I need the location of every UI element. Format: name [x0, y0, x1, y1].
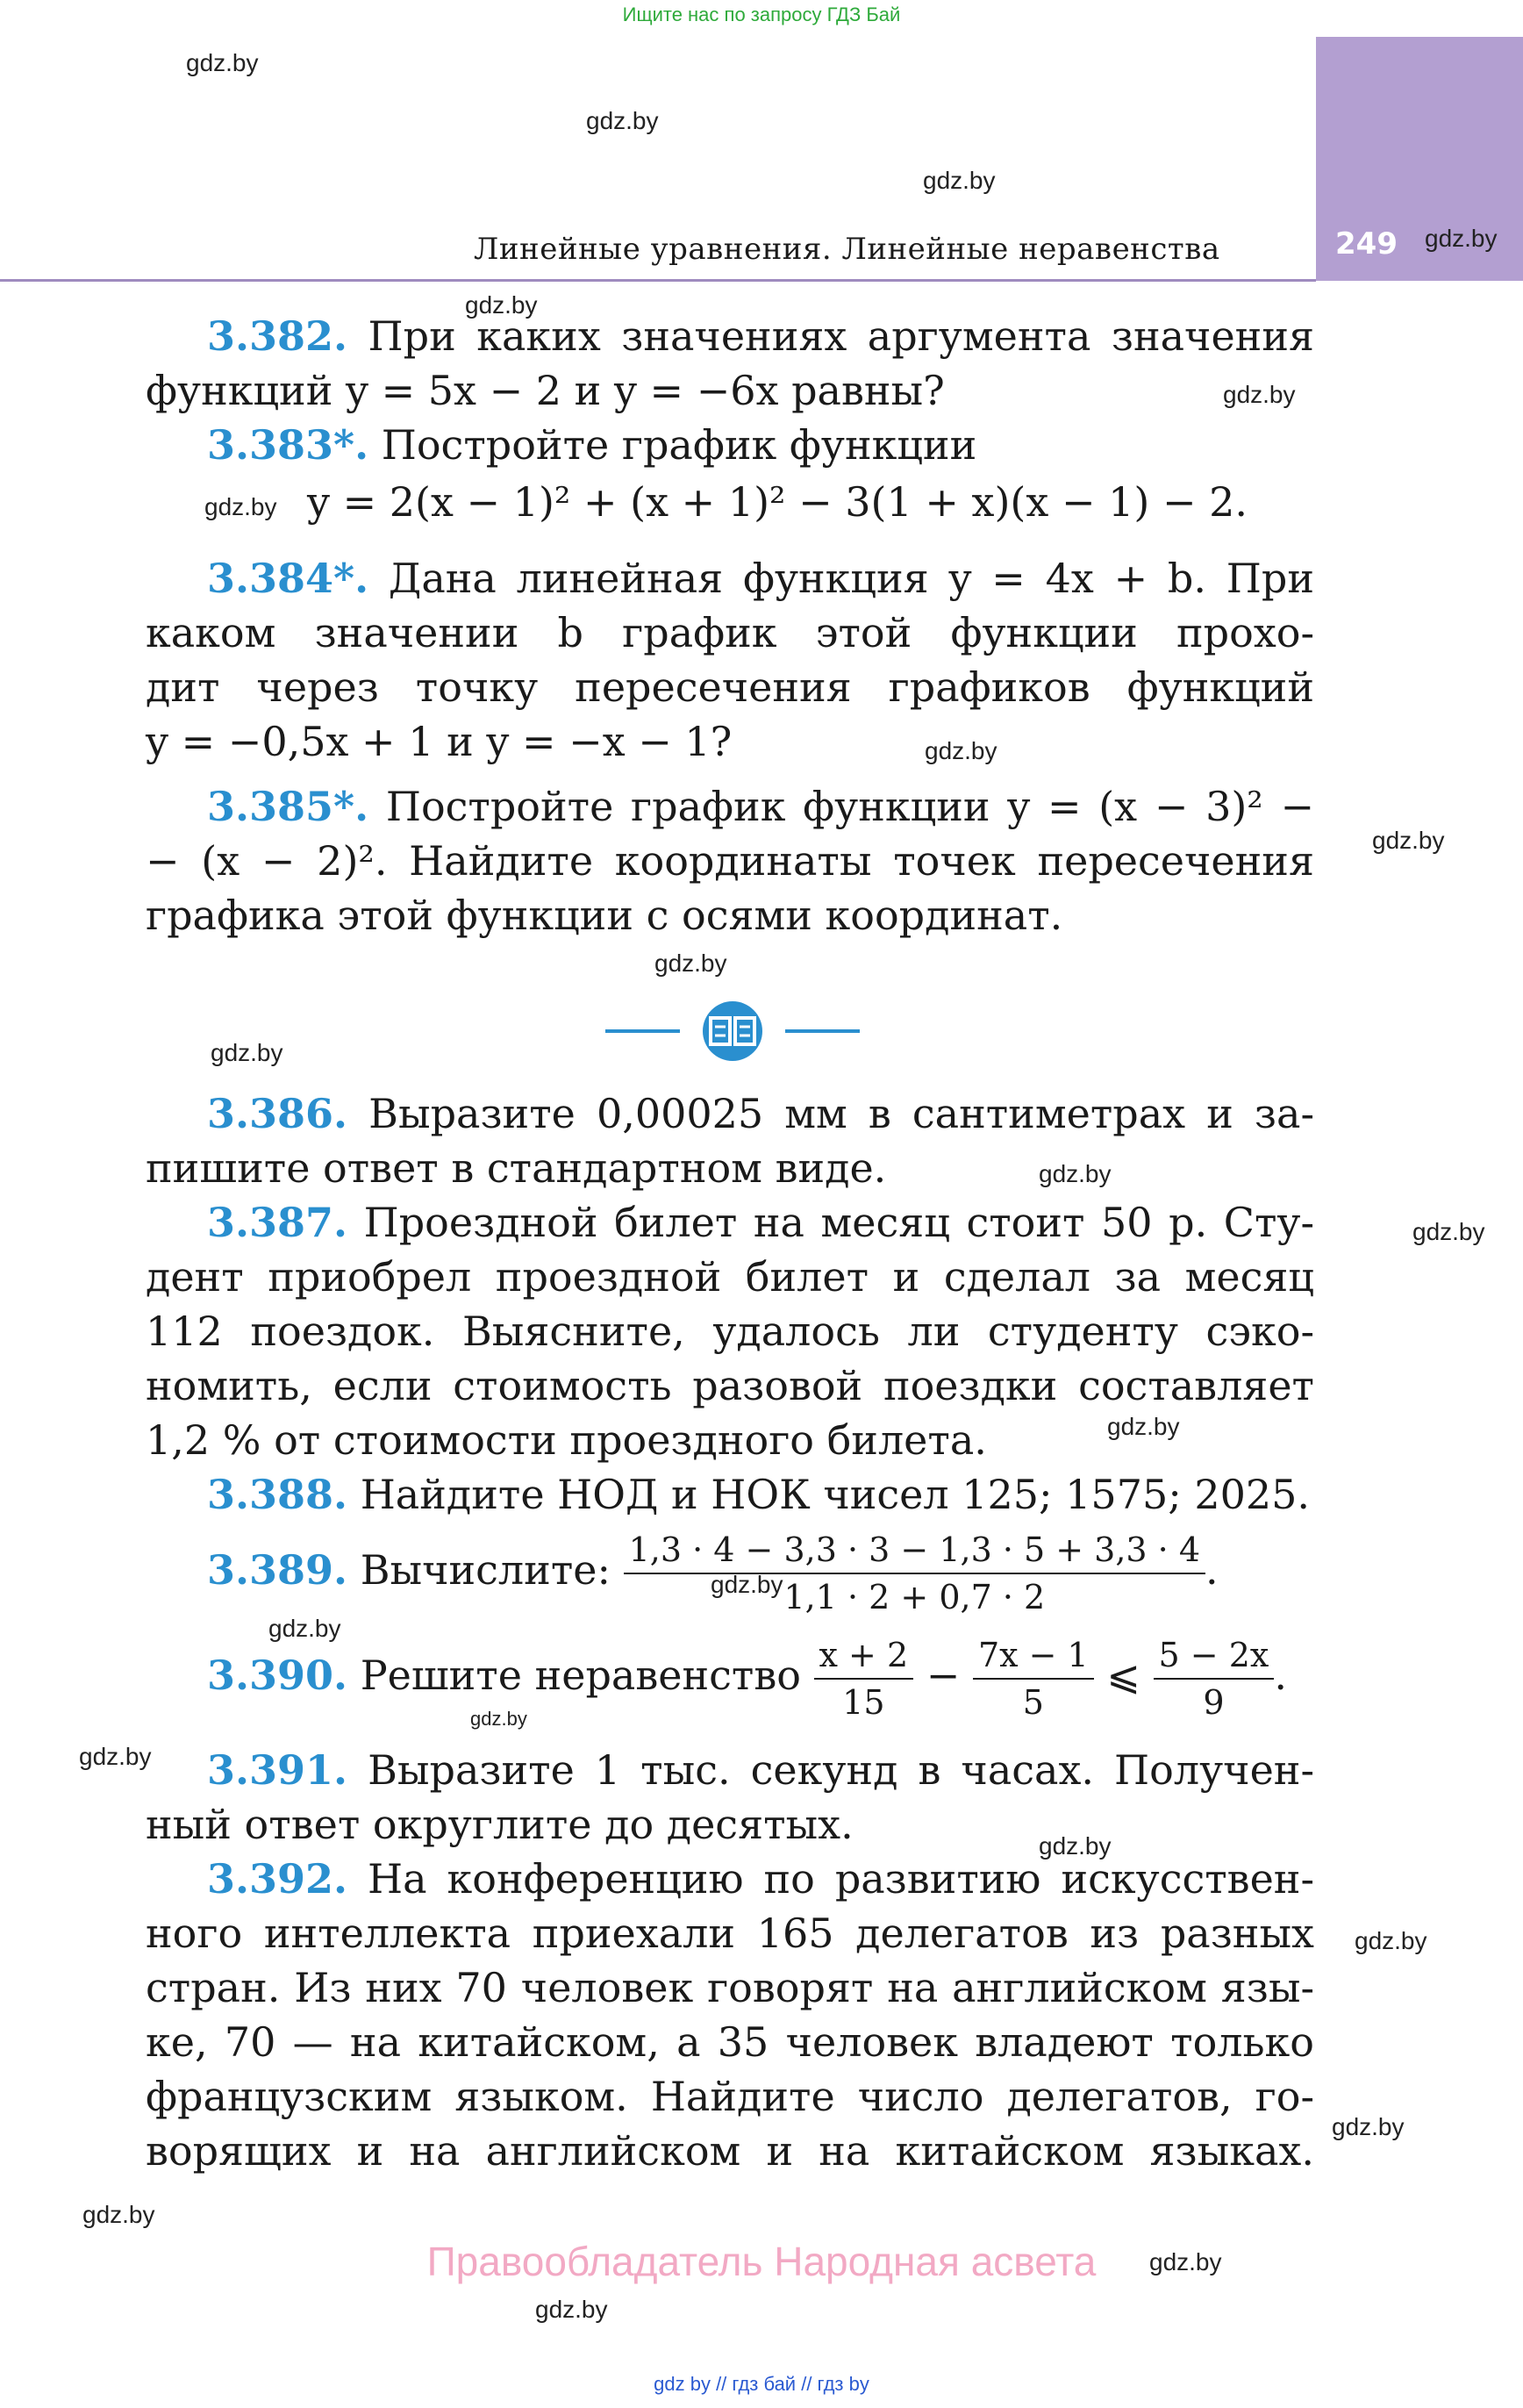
problem-3-388: 3.388. Найдите НОД и НОК чисел 125; 1575; 2025. — [207, 1471, 1311, 1518]
watermark: gdz.by — [1425, 225, 1498, 252]
problem-3-391: 3.391. Выразите 1 тыс. секунд в часах. Получен- ный ответ округлите до десятых. — [146, 1746, 1314, 1848]
header-rule — [0, 279, 1316, 282]
running-title: Линейные уравнения. Линейные неравенства — [474, 232, 1220, 267]
watermark: gdz.by — [82, 2201, 155, 2228]
problem-3-386: 3.386. Выразите 0,00025 мм в сантиметрах и за- пишите ответ в стандартном виде. — [146, 1090, 1314, 1192]
watermark: gdz.by — [1412, 1218, 1485, 1245]
watermark: gdz.by — [1372, 827, 1445, 854]
problem-3-383: 3.383*. Постройте график функции — [207, 421, 977, 469]
watermark: gdz.by — [586, 107, 659, 134]
watermark: gdz.by — [711, 1571, 783, 1598]
section-divider — [605, 1000, 860, 1062]
problem-3-392: 3.392. На конференцию по развитию искусствен- ного интеллекта приехали 165 делегатов из разных стран. Из них 70 человек говорят на английском язы- ке, 70 — на китайском, а 35 человек владеют только французским языком. Найдите число делегатов, го- ворящих и на английском и на китайском языках. — [146, 1855, 1314, 2175]
formula-3-383: y = 2(x − 1)² + (x + 1)² − 3(1 + x)(x − 1) − 2. — [307, 478, 1248, 526]
watermark: gdz.by — [470, 1708, 527, 1730]
problem-number: 3.389. — [207, 1546, 348, 1594]
problem-3-390: 3.390. Решите неравенство $\frac{x + 2}{15}$ − $\frac{7x - 1}{5}$ ⩽ $\frac{5 - 2x}{9}$ . — [146, 1632, 1314, 1725]
watermark: gdz.by — [186, 49, 259, 76]
watermark: gdz.by — [923, 167, 996, 194]
problem-3-387: 3.387. Проездной билет на месяц стоит 50 р. Сту- дент приобрел проездной билет и сделал за месяц 112 поездок. Выясните, удалось ли студенту сэко- номить, если стоимость разовой поездки составляет 1,2 % от стоимости проездного билета. — [146, 1199, 1314, 1464]
watermark: gdz.by — [79, 1743, 152, 1770]
problem-number: 3.388. — [207, 1471, 348, 1518]
problem-number: 3.385*. — [207, 783, 369, 830]
bottom-links[interactable]: gdz by // гдз бай // гдз by — [654, 2373, 869, 2395]
watermark: gdz.by — [925, 737, 997, 764]
top-note: Ищите нас по запросу ГДЗ Бай — [622, 4, 901, 25]
fraction: $\frac{1,3 \cdot 4 - 3,3 \cdot 3 - 1,3 \cdot 5 + 3,3 \cdot 4}{1,1 \cdot 2 + 0,7 \cdot 2}$ — [624, 1527, 1205, 1620]
problem-number: 3.384*. — [207, 555, 369, 602]
watermark: gdz.by — [1039, 1832, 1112, 1860]
problem-number: 3.383*. — [207, 421, 369, 469]
problem-3-382: 3.382. При каких значениях аргумента значения функций y = 5x − 2 и y = −6x равны? — [146, 312, 1315, 414]
watermark: gdz.by — [1149, 2248, 1222, 2275]
problem-number: 3.386. — [207, 1090, 348, 1137]
watermark: gdz.by — [204, 493, 277, 520]
watermark: gdz.by — [465, 291, 538, 319]
watermark: gdz.by — [1107, 1413, 1180, 1440]
problem-number: 3.392. — [207, 1855, 348, 1903]
watermark: gdz.by — [1223, 381, 1296, 408]
fraction: $\frac{x + 2}{15}$ — [814, 1632, 914, 1725]
problem-3-385: 3.385*. Постройте график функции y = (x − 3)² − − (x − 2)². Найдите координаты точек пересечения графика этой функции с осями координат. — [146, 783, 1314, 939]
open-book-icon — [605, 1000, 860, 1062]
problem-3-389: 3.389. Вычислите: $\frac{1,3 \cdot 4 - 3,3 \cdot 3 - 1,3 \cdot 5 + 3,3 \cdot 4}{1,1 \cdot 2 + 0,7 \cdot 2}$ . — [146, 1527, 1314, 1620]
watermark: gdz.by — [211, 1039, 283, 1066]
fraction: $\frac{7x - 1}{5}$ — [973, 1632, 1094, 1725]
watermark: gdz.by — [535, 2296, 608, 2323]
problem-3-384: 3.384*. Дана линейная функция y = 4x + b. При каком значении b график этой функции прохо- дит через точку пересечения графиков функций y = −0,5x + 1 и y = −x − 1? — [146, 555, 1315, 765]
problem-number: 3.391. — [207, 1746, 348, 1794]
watermark: gdz.by — [1039, 1160, 1112, 1187]
problem-number: 3.390. — [207, 1652, 348, 1699]
copyright-footer: Правообладатель Народная асвета — [426, 2239, 1097, 2284]
watermark: gdz.by — [1332, 2113, 1405, 2140]
watermark: gdz.by — [1355, 1927, 1427, 1954]
problem-number: 3.387. — [207, 1199, 348, 1246]
page-number: 249 — [1335, 226, 1398, 262]
fraction: $\frac{5 - 2x}{9}$ — [1154, 1632, 1275, 1725]
problem-number: 3.382. — [207, 312, 348, 360]
watermark: gdz.by — [268, 1615, 341, 1642]
watermark: gdz.by — [654, 950, 727, 977]
